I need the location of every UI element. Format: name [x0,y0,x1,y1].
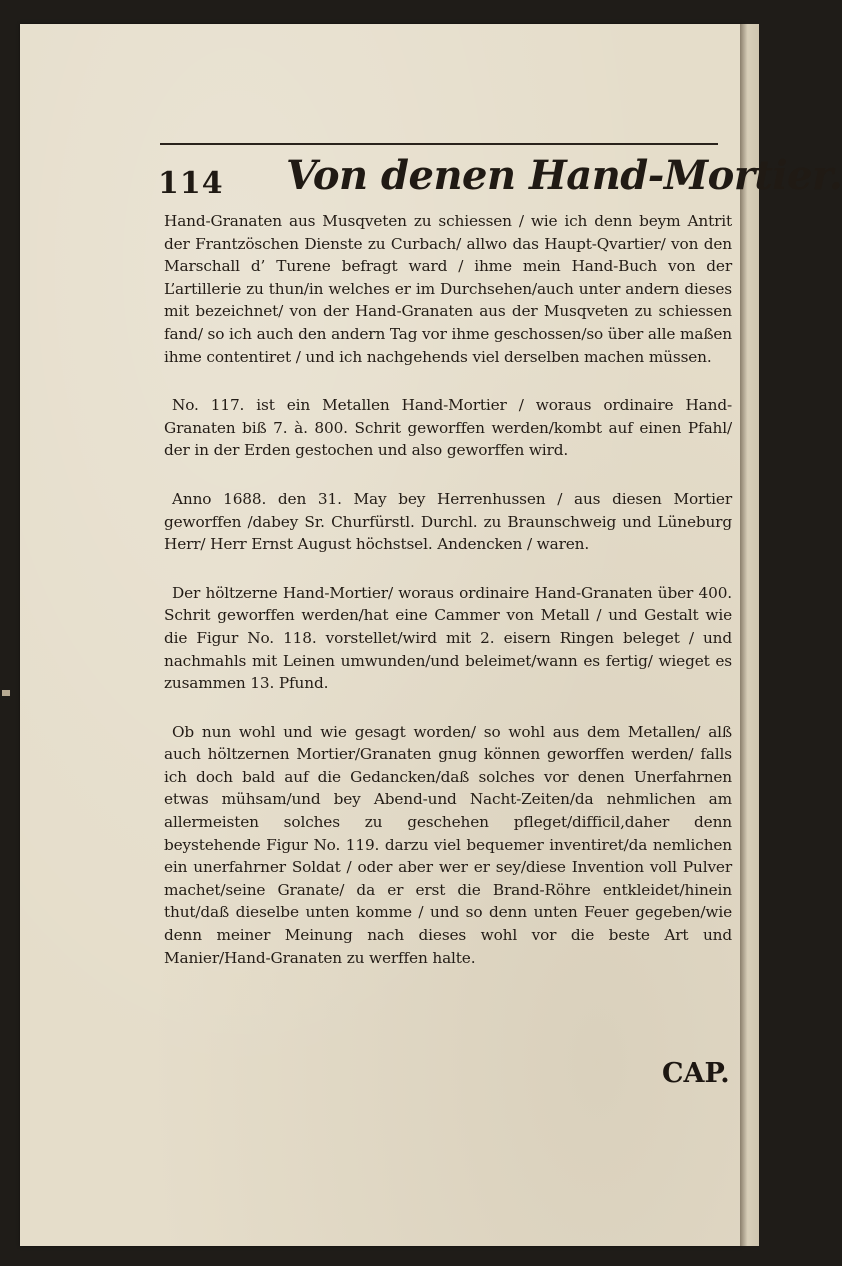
margin-mark [2,690,10,696]
facing-page-edge [740,24,759,1246]
paragraph-4: Der höltzerne Hand-Mortier/ woraus ordinaire Hand-Granaten über 400. Schrit geworffen werden/hat eine Cammer von Metall / und Gestalt wie die Figur No. 118. vorstellet/wird mit 2. eisern Ringen beleget / und nachmahls mit Leinen umwunden/und beleimet/wann es fertig/ wieget es zusammen 13. Pfund. [164,583,732,693]
paragraph-3: Anno 1688. den 31. May bey Herrenhussen / aus diesen Mortier geworffen /dabey Sr. Churfürstl. Durchl. zu Braunschweig und Lüneburg Herr/ Herr Ernst August höchstsel. Andencken / waren. [164,489,732,554]
page-number: 114 [158,166,224,201]
catchword: CAP. [662,1058,730,1089]
page-header [158,152,842,208]
paragraph-1: Hand-Granaten aus Musqveten zu schiessen / wie ich denn beym Antrit der Frantzöschen Dienste zu Curbach/ allwo das Haupt-Qvartier/ von den Marschall d’ Turene befragt ward / ihme mein Hand-Buch von der L’artillerie zu thun/in welches er im Durchsehen/auch unter andern dieses mit bezeichnet/ von der Hand-Granaten aus der Musqveten zu schiessen fand/ so ich auch den andern Tag vor ihme geschossen/so über alle maßen ihme contentiret / und ich nachgehends viel derselben machen müssen. [164,212,732,366]
paragraph-2: No. 117. ist ein Metallen Hand-Mortier / woraus ordinaire Hand-Granaten biß 7. à. 800. Schrit geworffen werden/kombt auf einen Pfahl/ der in der Erden gestochen und also geworffen wird. [164,396,732,460]
header-rule [160,143,718,145]
body-text [164,210,732,995]
running-title: Von denen Hand-Mortier. [286,152,842,199]
paragraph-5: Ob nun wohl und wie gesagt worden/ so wohl aus dem Metallen/ alß auch höltzernen Mortier/Granaten gnug können geworffen werden/ falls ich doch bald auf die Gedancken/daß solches vor denen Unerfahrnen etwas mühsam/und bey Abend-und Nacht-Zeiten/da nehmlichen am allermeisten solches zu geschehen pfleget/difficil,daher denn beystehende Figur No. 119. darzu viel bequemer inventiret/da nemlichen ein unerfahrner Soldat / oder aber wer er sey/diese Invention voll Pulver machet/seine Granate/ da er erst die Brand-Röhre entkleidet/hinein thut/daß dieselbe unten komme / und so denn unten Feuer gegeben/wie denn meiner Meinung nach dieses wohl vor die beste Art und Manier/Hand-Granaten zu werffen halte. [164,722,732,967]
